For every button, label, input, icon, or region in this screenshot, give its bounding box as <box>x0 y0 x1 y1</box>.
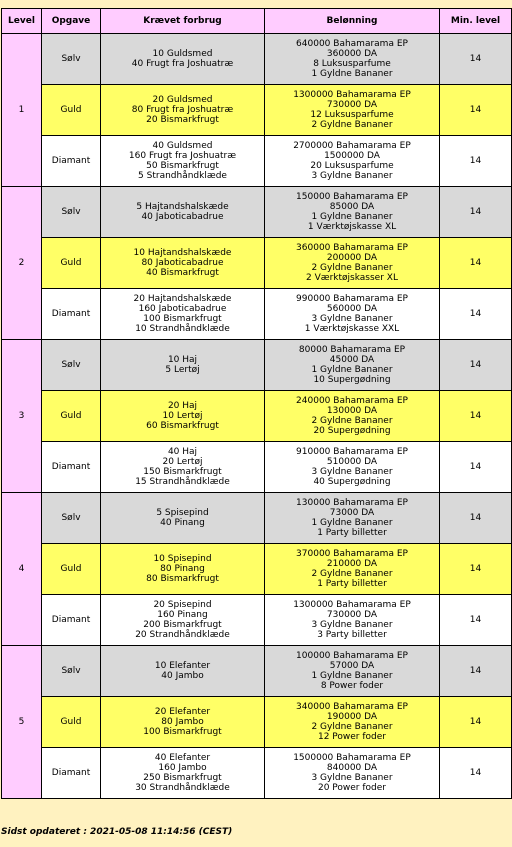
task-cell: Sølv <box>42 340 101 391</box>
required-cell <box>101 238 265 289</box>
table-row <box>2 289 512 340</box>
task-cell: Diamant <box>42 442 101 493</box>
required-line: 10 Haj <box>167 355 198 365</box>
reward-cell <box>265 289 440 340</box>
reward-line: 1500000 Bahamarama EP <box>293 753 411 763</box>
rewards-table <box>1 8 512 799</box>
table-row <box>2 646 512 697</box>
task-cell: Guld <box>42 85 101 136</box>
required-line: 20 Spisepind <box>153 600 212 610</box>
table-row <box>2 85 512 136</box>
reward-line: 360000 Bahamarama EP <box>296 243 408 253</box>
reward-line: 20 Supergødning <box>313 426 391 436</box>
reward-line: 840000 DA <box>326 763 378 773</box>
reward-line: 1 Gyldne Bananer <box>311 671 393 681</box>
reward-line: 3 Gyldne Bananer <box>311 314 393 324</box>
reward-cell <box>265 340 440 391</box>
required-cell <box>101 595 265 646</box>
reward-cell <box>265 34 440 85</box>
header-task: Opgave <box>42 9 101 34</box>
reward-line: 8 Luksusparfume <box>313 59 391 69</box>
task-cell: Diamant <box>42 748 101 799</box>
required-line: 20 Hajtandshalskæde <box>133 294 232 304</box>
min-level-cell: 14 <box>440 391 512 442</box>
level-cell: 4 <box>2 493 42 646</box>
reward-cell <box>265 238 440 289</box>
required-line: 250 Bismarkfrugt <box>143 773 222 783</box>
required-line: 20 Guldsmed <box>152 95 213 105</box>
reward-line: 1 Gyldne Bananer <box>311 518 393 528</box>
header-row <box>2 9 512 34</box>
reward-line: 240000 Bahamarama EP <box>296 396 408 406</box>
required-cell <box>101 289 265 340</box>
required-line: 150 Bismarkfrugt <box>143 467 222 477</box>
header-required: Krævet forbrug <box>101 9 265 34</box>
min-level-cell: 14 <box>440 646 512 697</box>
reward-line: 2700000 Bahamarama EP <box>293 141 411 151</box>
required-cell <box>101 391 265 442</box>
reward-line: 12 Power foder <box>317 732 386 742</box>
level-cell: 2 <box>2 187 42 340</box>
required-line: 80 Pinang <box>160 564 205 574</box>
reward-line: 200000 DA <box>326 253 378 263</box>
reward-line: 3 Party billetter <box>317 630 387 640</box>
required-line: 20 Elefanter <box>154 707 211 717</box>
required-line: 5 Hajtandshalskæde <box>136 202 229 212</box>
reward-line: 1 Party billetter <box>317 528 387 538</box>
reward-line: 2 Gyldne Bananer <box>311 263 393 273</box>
reward-line: 2 Gyldne Bananer <box>311 569 393 579</box>
required-line: 200 Bismarkfrugt <box>143 620 222 630</box>
required-line: 20 Lertøj <box>162 457 203 467</box>
reward-line: 2 Gyldne Bananer <box>311 120 393 130</box>
reward-line: 100000 Bahamarama EP <box>296 651 408 661</box>
required-line: 40 Guldsmed <box>152 141 213 151</box>
required-cell <box>101 340 265 391</box>
required-cell <box>101 442 265 493</box>
required-line: 5 Strandhåndklæde <box>138 171 227 181</box>
reward-line: 130000 DA <box>326 406 378 416</box>
required-line: 60 Bismarkfrugt <box>146 421 219 431</box>
table-row <box>2 748 512 799</box>
min-level-cell: 14 <box>440 544 512 595</box>
reward-line: 340000 Bahamarama EP <box>296 702 408 712</box>
reward-cell <box>265 646 440 697</box>
reward-cell <box>265 697 440 748</box>
reward-line: 150000 Bahamarama EP <box>296 192 408 202</box>
min-level-cell: 14 <box>440 34 512 85</box>
task-cell: Diamant <box>42 136 101 187</box>
table-row <box>2 238 512 289</box>
task-cell: Sølv <box>42 187 101 238</box>
reward-line: 2 Gyldne Bananer <box>311 416 393 426</box>
reward-line: 8 Power foder <box>320 681 384 691</box>
reward-line: 45000 DA <box>329 355 375 365</box>
required-line: 10 Lertøj <box>162 411 203 421</box>
min-level-cell: 14 <box>440 442 512 493</box>
required-line: 20 Bismarkfrugt <box>146 115 219 125</box>
reward-line: 80000 Bahamarama EP <box>298 345 406 355</box>
required-cell <box>101 748 265 799</box>
required-line: 20 Haj <box>167 401 198 411</box>
reward-line: 510000 DA <box>326 457 378 467</box>
table-row <box>2 595 512 646</box>
reward-line: 370000 Bahamarama EP <box>296 549 408 559</box>
required-line: 160 Frugt fra Joshuatræ <box>128 151 237 161</box>
task-cell: Guld <box>42 697 101 748</box>
required-cell <box>101 697 265 748</box>
required-line: 5 Spisepind <box>156 508 209 518</box>
min-level-cell: 14 <box>440 136 512 187</box>
last-updated: Sidst opdateret : 2021-05-08 11:14:56 (CEST) <box>1 827 233 837</box>
reward-cell <box>265 544 440 595</box>
reward-line: 3 Gyldne Bananer <box>311 773 393 783</box>
reward-cell <box>265 442 440 493</box>
reward-line: 910000 Bahamarama EP <box>296 447 408 457</box>
reward-line: 10 Supergødning <box>313 375 391 385</box>
min-level-cell: 14 <box>440 85 512 136</box>
required-line: 80 Jaboticabadrue <box>141 258 224 268</box>
required-line: 5 Lertøj <box>165 365 200 375</box>
reward-line: 1 Gyldne Bananer <box>311 69 393 79</box>
table-row <box>2 442 512 493</box>
reward-line: 730000 DA <box>326 100 378 110</box>
reward-cell <box>265 85 440 136</box>
min-level-cell: 14 <box>440 697 512 748</box>
required-cell <box>101 34 265 85</box>
table-body <box>2 34 512 799</box>
table-row <box>2 697 512 748</box>
required-cell <box>101 85 265 136</box>
min-level-cell: 14 <box>440 340 512 391</box>
required-line: 40 Jaboticabadrue <box>141 212 224 222</box>
reward-cell <box>265 595 440 646</box>
reward-line: 3 Gyldne Bananer <box>311 620 393 630</box>
reward-line: 2 Gyldne Bananer <box>311 722 393 732</box>
reward-line: 1500000 DA <box>324 151 380 161</box>
header-level: Level <box>2 9 42 34</box>
header-reward: Belønning <box>265 9 440 34</box>
min-level-cell: 14 <box>440 595 512 646</box>
required-cell <box>101 187 265 238</box>
reward-line: 3 Gyldne Bananer <box>311 171 393 181</box>
required-line: 100 Bismarkfrugt <box>143 727 222 737</box>
required-line: 10 Spisepind <box>153 554 212 564</box>
required-line: 40 Bismarkfrugt <box>146 268 219 278</box>
reward-line: 560000 DA <box>326 304 378 314</box>
min-level-cell: 14 <box>440 238 512 289</box>
level-cell: 3 <box>2 340 42 493</box>
level-cell: 5 <box>2 646 42 799</box>
reward-line: 3 Gyldne Bananer <box>311 467 393 477</box>
reward-line: 640000 Bahamarama EP <box>296 39 408 49</box>
table-row <box>2 391 512 442</box>
table-row <box>2 187 512 238</box>
required-line: 40 Frugt fra Joshuatræ <box>131 59 234 69</box>
required-line: 40 Jambo <box>161 671 204 681</box>
required-line: 80 Jambo <box>161 717 204 727</box>
table-row <box>2 340 512 391</box>
required-line: 80 Bismarkfrugt <box>146 574 219 584</box>
reward-line: 190000 DA <box>326 712 378 722</box>
required-line: 160 Pinang <box>157 610 208 620</box>
required-line: 50 Bismarkfrugt <box>146 161 219 171</box>
table-row <box>2 544 512 595</box>
min-level-cell: 14 <box>440 187 512 238</box>
required-cell <box>101 544 265 595</box>
reward-line: 360000 DA <box>326 49 378 59</box>
required-line: 10 Guldsmed <box>152 49 213 59</box>
table-row <box>2 34 512 85</box>
required-line: 30 Strandhåndklæde <box>135 783 230 793</box>
reward-line: 12 Luksusparfume <box>310 110 394 120</box>
reward-line: 130000 Bahamarama EP <box>296 498 408 508</box>
reward-line: 2 Værktøjskasser XL <box>306 273 398 283</box>
required-line: 40 Elefanter <box>154 753 211 763</box>
reward-cell <box>265 748 440 799</box>
required-cell <box>101 646 265 697</box>
required-line: 40 Pinang <box>160 518 205 528</box>
task-cell: Sølv <box>42 34 101 85</box>
reward-line: 990000 Bahamarama EP <box>296 294 408 304</box>
reward-cell <box>265 493 440 544</box>
required-line: 10 Hajtandshalskæde <box>133 248 232 258</box>
task-cell: Diamant <box>42 595 101 646</box>
required-line: 15 Strandhåndklæde <box>135 477 230 487</box>
reward-cell <box>265 391 440 442</box>
reward-line: 73000 DA <box>329 508 375 518</box>
header-min-level: Min. level <box>440 9 512 34</box>
reward-line: 1 Værktøjskasse XL <box>307 222 397 232</box>
required-line: 10 Strandhåndklæde <box>135 324 230 334</box>
reward-line: 1 Gyldne Bananer <box>311 212 393 222</box>
required-cell <box>101 136 265 187</box>
reward-line: 20 Power foder <box>317 783 386 793</box>
task-cell: Sølv <box>42 646 101 697</box>
reward-line: 730000 DA <box>326 610 378 620</box>
level-cell: 1 <box>2 34 42 187</box>
reward-line: 1300000 Bahamarama EP <box>293 90 411 100</box>
required-line: 40 Haj <box>167 447 198 457</box>
reward-cell <box>265 136 440 187</box>
task-cell: Guld <box>42 544 101 595</box>
reward-line: 1300000 Bahamarama EP <box>293 600 411 610</box>
required-line: 80 Frugt fra Joshuatræ <box>131 105 234 115</box>
task-cell: Guld <box>42 391 101 442</box>
task-cell: Diamant <box>42 289 101 340</box>
reward-line: 57000 DA <box>329 661 375 671</box>
reward-line: 40 Supergødning <box>313 477 391 487</box>
min-level-cell: 14 <box>440 748 512 799</box>
reward-line: 1 Gyldne Bananer <box>311 365 393 375</box>
reward-line: 1 Værktøjskasse XXL <box>304 324 400 334</box>
task-cell: Guld <box>42 238 101 289</box>
required-line: 160 Jaboticabadrue <box>138 304 227 314</box>
reward-line: 210000 DA <box>326 559 378 569</box>
table-row <box>2 493 512 544</box>
required-line: 100 Bismarkfrugt <box>143 314 222 324</box>
min-level-cell: 14 <box>440 289 512 340</box>
required-line: 20 Strandhåndklæde <box>135 630 230 640</box>
reward-line: 20 Luksusparfume <box>310 161 394 171</box>
reward-cell <box>265 187 440 238</box>
task-cell: Sølv <box>42 493 101 544</box>
required-line: 160 Jambo <box>158 763 207 773</box>
required-line: 10 Elefanter <box>154 661 211 671</box>
reward-line: 85000 DA <box>329 202 375 212</box>
table-row <box>2 136 512 187</box>
min-level-cell: 14 <box>440 493 512 544</box>
required-cell <box>101 493 265 544</box>
reward-line: 1 Party billetter <box>317 579 387 589</box>
